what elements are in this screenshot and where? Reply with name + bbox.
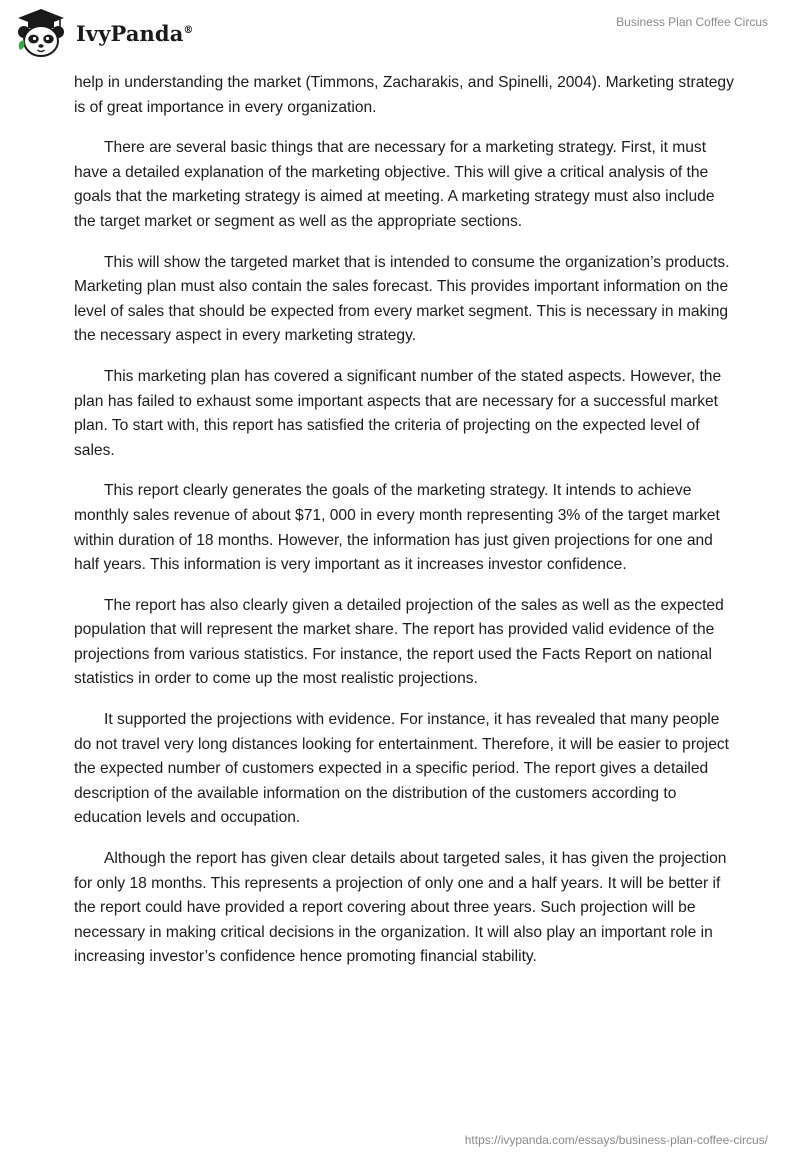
paragraph: The report has also clearly given a detailed projection of the sales as well as the expected population that will represent the market share. The report has provided valid evidence of the projections from various statistics. For instance, the report used the Facts Report on national statistics in order to come up the most realistic projections. <box>74 596 724 688</box>
paragraph: This report clearly generates the goals of the marketing strategy. It intends to achieve monthly sales revenue of about $71, 000 in every month representing 3% of the target market within duration of 18 months. However, the information has just given projections for one and half years. This information is very important as it increases investor confidence. <box>74 482 720 574</box>
paragraph: It supported the projections with evidence. For instance, it has revealed that many people do not travel very long distances looking for entertainment. Therefore, it will be easier to project the expected number of customers expected in a specific period. The report gives a detailed description of the available information on the distribution of the customers according to education levels and occupation. <box>74 711 729 827</box>
paragraph: help in understanding the market (Timmons, Zacharakis, and Spinelli, 2004). Marketing strategy is of great importance in every organization. <box>74 74 734 116</box>
footer-source-url[interactable]: https://ivypanda.com/essays/business-plan-coffee-circus/ <box>464 1133 768 1147</box>
paragraph: There are several basic things that are necessary for a marketing strategy. First, it must have a detailed explanation of the marketing objective. This will give a critical analysis of the goals that the marketing strategy is aimed at meeting. A marketing strategy must also include the target market or segment as well as the appropriate sections. <box>74 139 715 230</box>
document-title: Business Plan Coffee Circus <box>616 15 768 29</box>
paragraph: Although the report has given clear details about targeted sales, it has given the projection for only 18 months. This represents a projection of only one and a half years. It will be better if the report could have provided a report covering about three years. Such projection will be necessary in making critical decisions in the organization. It will also play an important role in increasing investor’s confidence hence promoting financial stability. <box>74 850 727 966</box>
paragraph: This marketing plan has covered a significant number of the stated aspects. However, the plan has failed to exhaust some important aspects that are necessary for a successful market plan. To start with, this report has satisfied the criteria of projecting on the expected level of sales. <box>74 367 722 459</box>
page-header <box>0 0 800 70</box>
essay-body <box>74 71 734 986</box>
paragraph: This will show the targeted market that is intended to consume the organization’s products. Marketing plan must also contain the sales forecast. This provides important information on the level of sales that should be expected from every market segment. This is necessary in making the necessary aspect in every marketing strategy. <box>74 253 730 345</box>
logo-wordmark: IvyPanda® <box>76 20 194 46</box>
ivypanda-logo[interactable] <box>14 6 194 60</box>
panda-logo-icon <box>14 6 68 60</box>
